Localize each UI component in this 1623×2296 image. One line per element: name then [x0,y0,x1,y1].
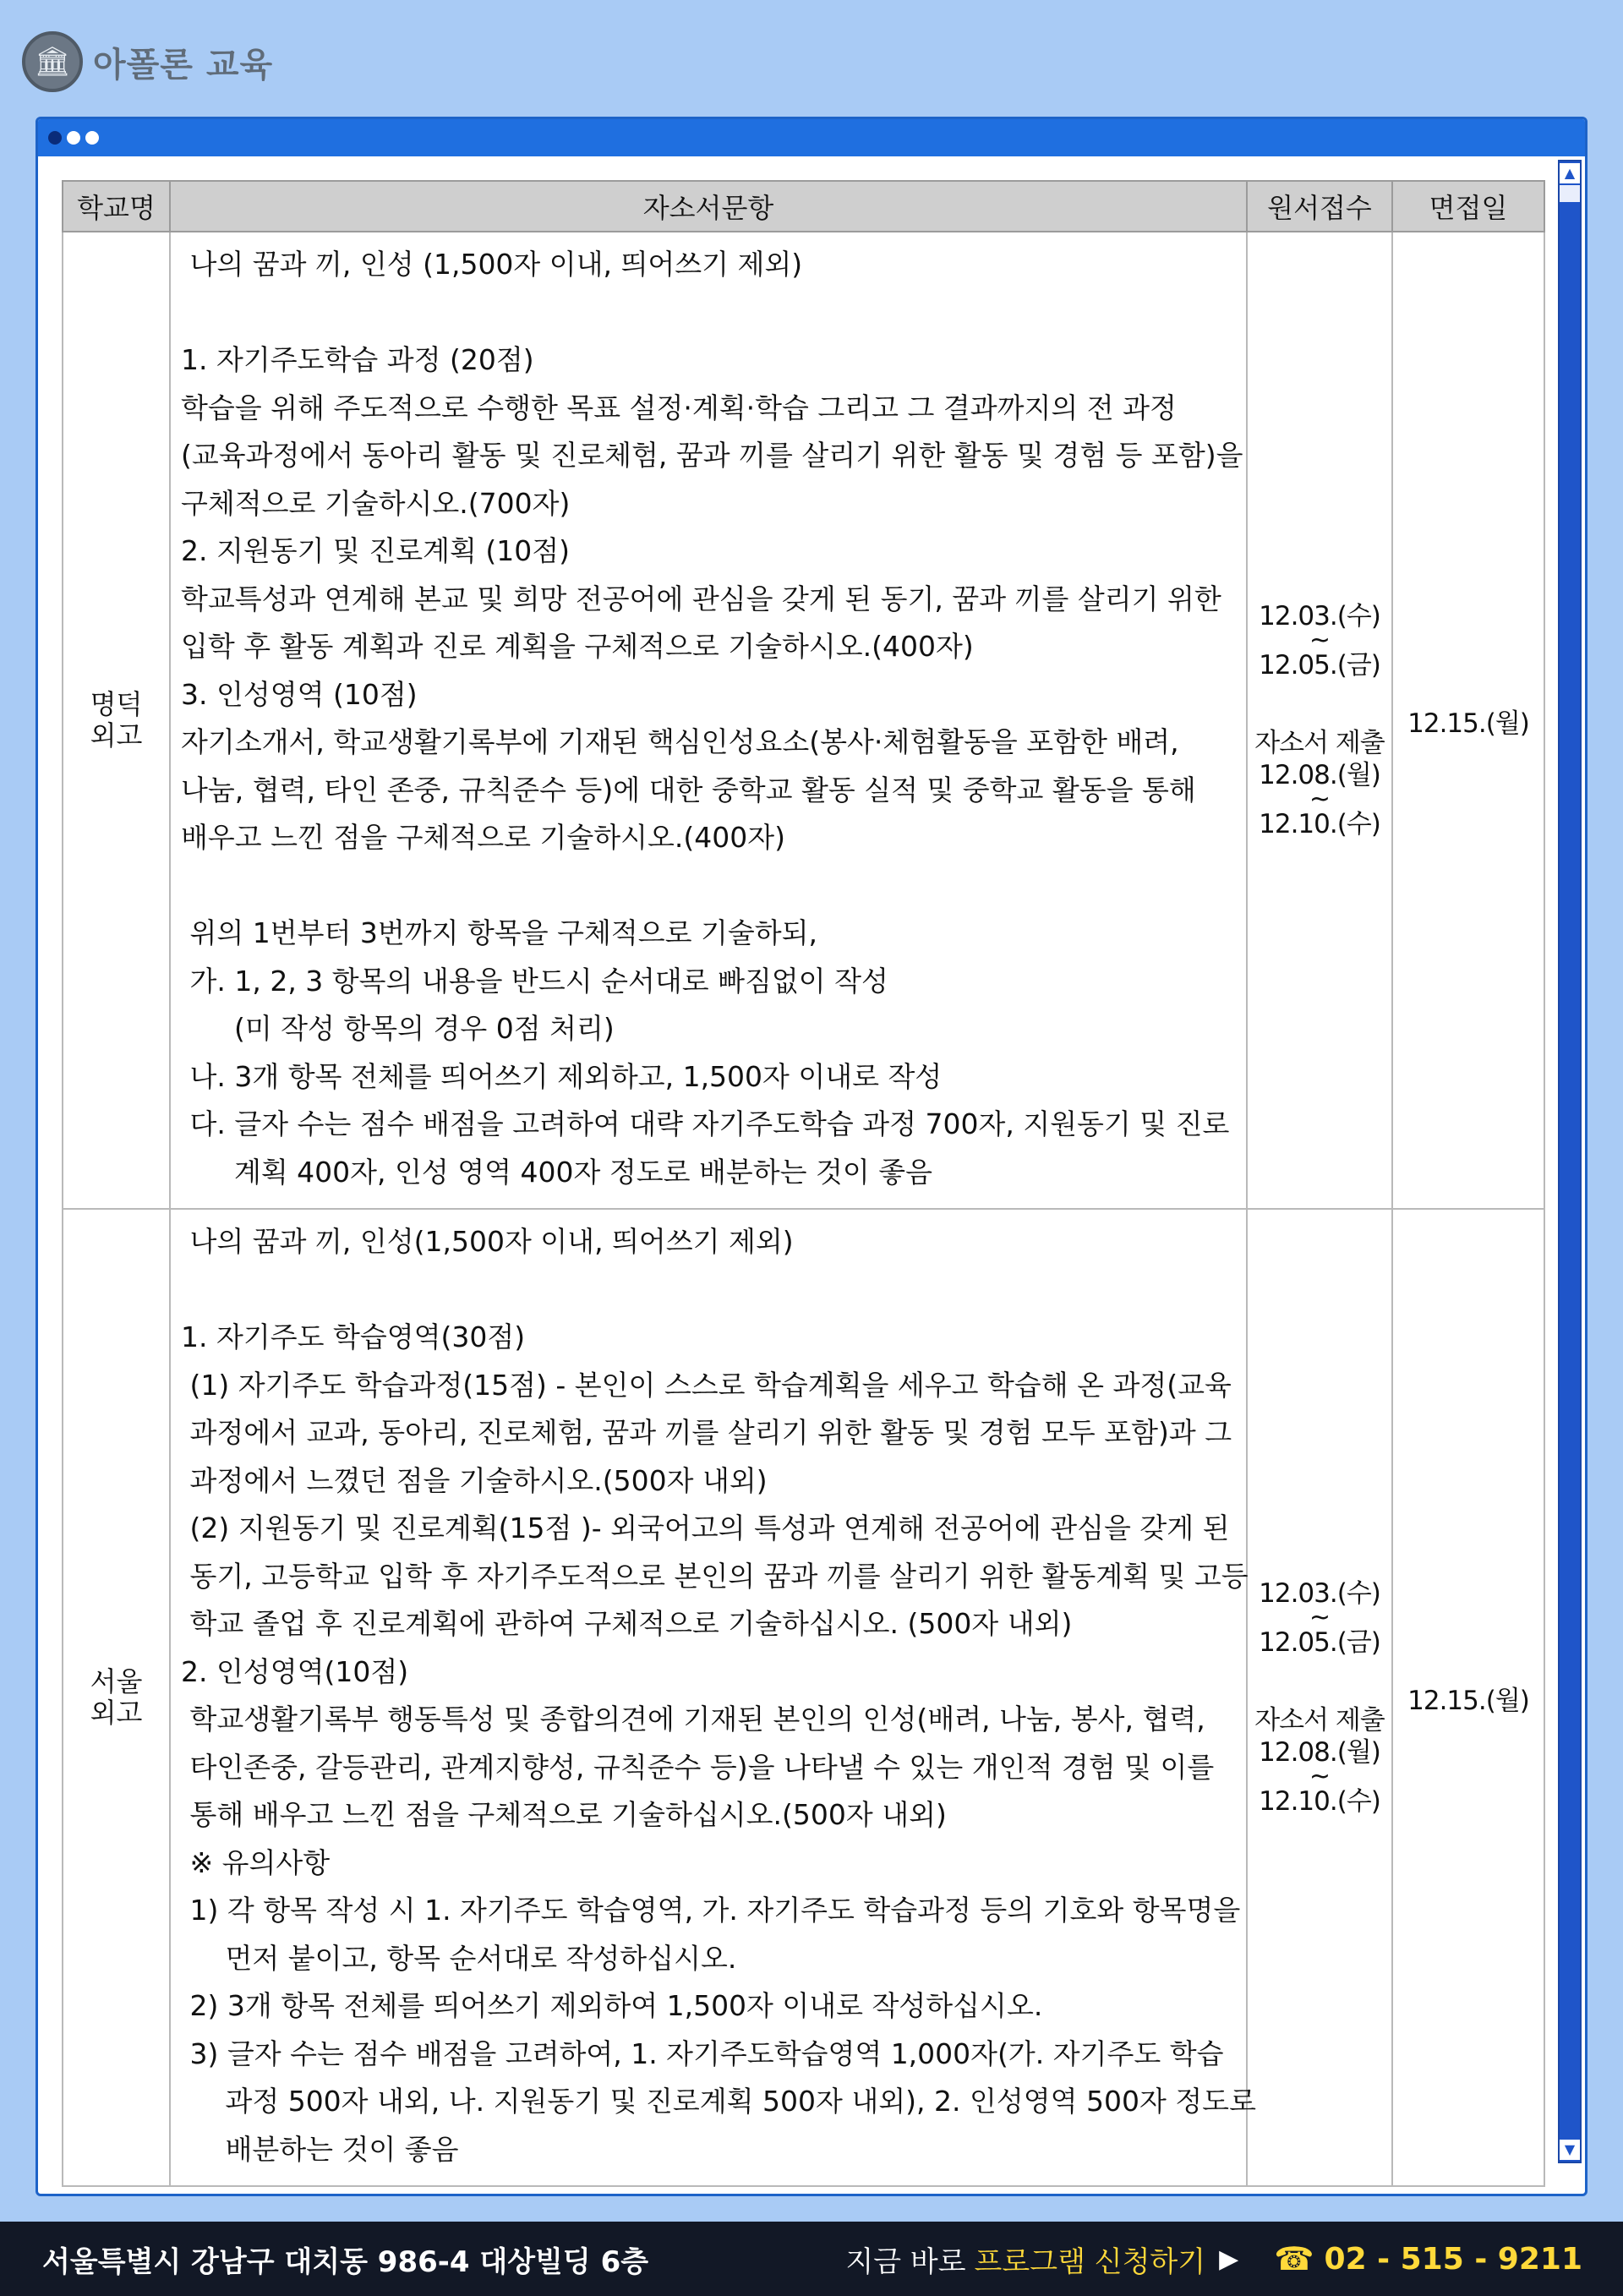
table-row [63,232,1544,1209]
essay-submit-label: 자소서 제출 [1254,1705,1385,1736]
cta-prefix: 지금 바로 [845,2244,966,2279]
header-interview: 면접일 [1392,181,1544,232]
question-line: 가. 1, 2, 3 항목의 내용을 반드시 순서대로 빠짐없이 작성 [181,964,888,998]
question-line: 나의 꿈과 끼, 인성(1,500자 이내, 띄어쓰기 제외) [181,1225,794,1258]
essay-schedule-table [62,180,1545,2187]
question-line: 과정에서 느꼈던 점을 기술하시오.(500자 내외) [181,1463,768,1497]
question-line: ※ 유의사항 [181,1845,331,1879]
question-line: 과정에서 교과, 동아리, 진로체험, 꿈과 끼를 살리기 위한 활동 및 경험 모두 포함)과 그 [181,1416,1232,1449]
essay-submit-label: 자소서 제출 [1254,728,1385,758]
brand-logo[interactable] [22,32,273,91]
question-line: (교육과정에서 동아리 활동 및 진로체험, 꿈과 끼를 살리기 위한 활동 및 경험 등 포함)을 [181,439,1243,472]
scroll-up-arrow-icon[interactable]: ▲ [1560,163,1580,183]
window-control-dot[interactable] [67,131,80,145]
range-tilde: ~ [1309,1603,1331,1632]
question-line: 나. 3개 항목 전체를 띄어쓰기 제외하고, 1,500자 이내로 작성 [181,1059,943,1093]
question-line: 자기소개서, 학교생활기록부에 기재된 핵심인성요소(봉사·체험활동을 포함한 배려, [181,725,1179,758]
content-window [36,117,1587,2196]
play-arrow-icon[interactable]: ▶ [1219,2244,1239,2274]
brand-name: 아폴론 교육 [93,45,274,85]
school-name-line: 서울 [90,1665,143,1698]
spacer [1248,1659,1391,1704]
question-line [181,1266,1238,1315]
question-line: 3. 인성영역 (10점) [181,677,418,711]
question-line [181,862,1238,910]
school-name-line: 외고 [90,1697,143,1729]
question-line: 나눔, 협력, 타인 존중, 규칙준수 등)에 대한 중학교 활동 실적 및 중학교 활동을 통해 [181,773,1196,806]
school-name-cell [63,1209,170,2186]
vertical-scrollbar[interactable] [1558,160,1582,2163]
header-school: 학교명 [63,181,170,232]
window-control-dot[interactable] [48,131,62,145]
application-start-date: 12.03.(수) [1259,1578,1380,1609]
footer-bar [0,2222,1623,2296]
question-line: 과정 500자 내외, 나. 지원동기 및 진로계획 500자 내외), 2. 인성영역 500자 정도로 [181,2085,1256,2118]
question-line: 배분하는 것이 좋음 [181,2132,459,2166]
essay-start-date: 12.08.(월) [1259,760,1380,790]
interview-date-cell: 12.15.(월) [1392,232,1544,1209]
question-line: 학습을 위해 주도적으로 수행한 목표 설정·계획·학습 그리고 그 결과까지의 전 과정 [181,391,1177,424]
question-line: 먼저 붙이고, 항목 순서대로 작성하십시오. [181,1941,737,1975]
question-line: 학교 졸업 후 진로계획에 관하여 구체적으로 기술하십시오. (500자 내외) [181,1607,1073,1640]
question-line: 다. 글자 수는 점수 배점을 고려하여 대략 자기주도학습 과정 700자, 지원동기 및 진로 [181,1107,1230,1140]
essay-end-date: 12.10.(수) [1259,1786,1380,1817]
school-name-cell [63,232,170,1209]
phone-number[interactable]: 02 - 515 - 9211 [1324,2241,1582,2277]
scroll-down-arrow-icon[interactable]: ▼ [1560,2140,1580,2160]
question-line: 동기, 고등학교 입학 후 자기주도적으로 본인의 꿈과 끼를 살리기 위한 활동계획 및 고등 [181,1559,1249,1593]
question-line: 1) 각 항목 작성 시 1. 자기주도 학습영역, 가. 자기주도 학습과정 등의 기호와 항목명을 [181,1894,1241,1927]
footer-address: 서울특별시 강남구 대치동 986-4 대상빌딩 6층 [42,2244,649,2279]
school-name-line: 명덕 [90,688,143,721]
school-name-line: 외고 [90,719,143,752]
table-header-row [63,181,1544,232]
header-application: 원서접수 [1247,181,1392,232]
essay-question-cell [170,232,1247,1209]
interview-date-cell: 12.15.(월) [1392,1209,1544,2186]
question-line: 계획 400자, 인성 영역 400자 정도로 배분하는 것이 좋음 [181,1155,933,1189]
window-control-dot[interactable] [85,131,99,145]
question-line: 2. 인성영역(10점) [181,1654,409,1688]
question-line: 학교생활기록부 행동특성 및 종합의견에 기재된 본인의 인성(배려, 나눔, 봉사, 협력, [181,1703,1205,1736]
question-line: 2) 3개 항목 전체를 띄어쓰기 제외하여 1,500자 이내로 작성하십시오. [181,1989,1043,2022]
phone-icon: ☎ [1274,2240,1314,2277]
question-line: 타인존중, 갈등관리, 관계지향성, 규칙준수 등)을 나타낼 수 있는 개인적 경험 및 이를 [181,1750,1215,1784]
question-line: 배우고 느낀 점을 구체적으로 기술하시오.(400자) [181,821,785,854]
application-start-date: 12.03.(수) [1259,601,1380,631]
window-titlebar [38,119,1585,156]
question-line: (1) 자기주도 학습과정(15점) - 본인이 스스로 학습계획을 세우고 학습해 온 과정(교육 [181,1368,1232,1402]
question-line: 1. 자기주도학습 과정 (20점) [181,343,534,376]
header-question: 자소서문항 [170,181,1247,232]
question-line [181,289,1238,337]
application-period-cell [1247,232,1392,1209]
application-end-date: 12.05.(금) [1259,1627,1380,1658]
question-line: 구체적으로 기술하시오.(700자) [181,486,571,520]
range-tilde: ~ [1309,784,1331,814]
range-tilde: ~ [1309,626,1331,655]
question-line: 1. 자기주도 학습영역(30점) [181,1320,526,1353]
range-tilde: ~ [1309,1762,1331,1791]
question-line: 위의 1번부터 3번까지 항목을 구체적으로 기술하되, [181,916,817,949]
spacer [1248,681,1391,727]
table-row [63,1209,1544,2186]
question-line: 나의 꿈과 끼, 인성 (1,500자 이내, 띄어쓰기 제외) [181,248,803,281]
application-period-cell [1247,1209,1392,2186]
essay-end-date: 12.10.(수) [1259,809,1380,839]
essay-question-cell [170,1209,1256,2186]
question-line: 2. 지원동기 및 진로계획 (10점) [181,534,570,567]
question-line: 3) 글자 수는 점수 배점을 고려하여, 1. 자기주도학습영역 1,000자(가. 자기주도 학습 [181,2036,1224,2070]
question-line: 입학 후 활동 계획과 진로 계획을 구체적으로 기술하시오.(400자) [181,630,974,663]
table-container [62,180,1544,2187]
question-line: 통해 배우고 느낀 점을 구체적으로 기술하십시오.(500자 내외) [181,1798,947,1831]
footer-cta[interactable] [845,2239,1582,2280]
question-line: (미 작성 항목의 경우 0점 처리) [181,1012,615,1045]
scroll-thumb[interactable] [1560,185,1580,202]
building-columns-icon: 🏛 [22,31,83,92]
question-line: (2) 지원동기 및 진로계획(15점 )- 외국어고의 특성과 연계해 전공어에 관심을 갖게 된 [181,1512,1230,1544]
essay-start-date: 12.08.(월) [1259,1737,1380,1768]
question-line: 학교특성과 연계해 본교 및 희망 전공어에 관심을 갖게 된 동기, 꿈과 끼를 살리기 위한 [181,582,1221,615]
application-end-date: 12.05.(금) [1259,650,1380,681]
cta-highlight[interactable]: 프로그램 신청하기 [974,2244,1206,2279]
